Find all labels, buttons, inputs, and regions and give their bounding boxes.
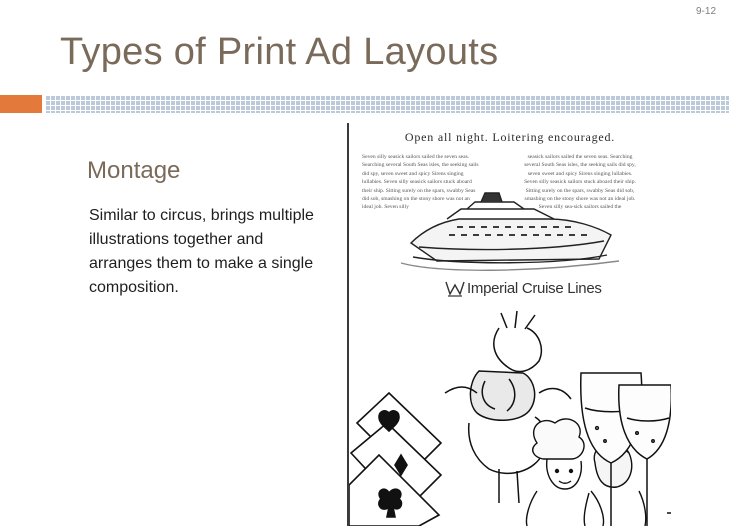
section-heading: Montage <box>87 157 181 184</box>
lobster-chef-sketch <box>445 311 571 503</box>
ad-body-copy-left: Seven silly seasick sailors sailed the seven seas. Searching several South Seas isles, the seeking sails did spy, seven sweet and spicy Sirens singing lullabies. Seven silly seasick sailors stuck aboard their ship. Sitting surely on the spars, swabby Seas did sob, smashing on the stony shore was not an ideal job. Seven silly <box>362 154 479 211</box>
crown-icon <box>444 278 466 298</box>
slide-number: 9-12 <box>695 6 716 17</box>
cruise-ship-sketch <box>401 193 619 270</box>
print-ad-image <box>347 123 671 526</box>
accent-bar-orange <box>0 95 42 113</box>
slide-title: Types of Print Ad Layouts <box>60 31 499 73</box>
ad-body-copy-right: seasick sailors sailed the seven seas. Searching several South Seas isles, the seeking sails did spy, seven sweet and spicy Sirens singing lullabies. Seven silly seasick sailors stuck aboard their ship. Sitting surely on the spars, swabby Seas did sob, smashing on the stony shore was not an ideal job. Seven silly sea-sick sailors sailed the <box>524 154 636 211</box>
wine-glasses-sketch <box>581 373 671 526</box>
playing-cards-sketch <box>349 393 441 526</box>
body-text: Similar to circus, brings multiple illustrations together and arranges them to make a single composition. <box>89 207 314 296</box>
ad-logo-text: Imperial Cruise Lines <box>467 279 602 297</box>
accent-bar-pattern <box>45 95 729 113</box>
ad-headline: Open all night. Loitering encouraged. <box>404 130 616 144</box>
ad-illustration <box>349 123 671 526</box>
ad-logo <box>444 277 602 299</box>
